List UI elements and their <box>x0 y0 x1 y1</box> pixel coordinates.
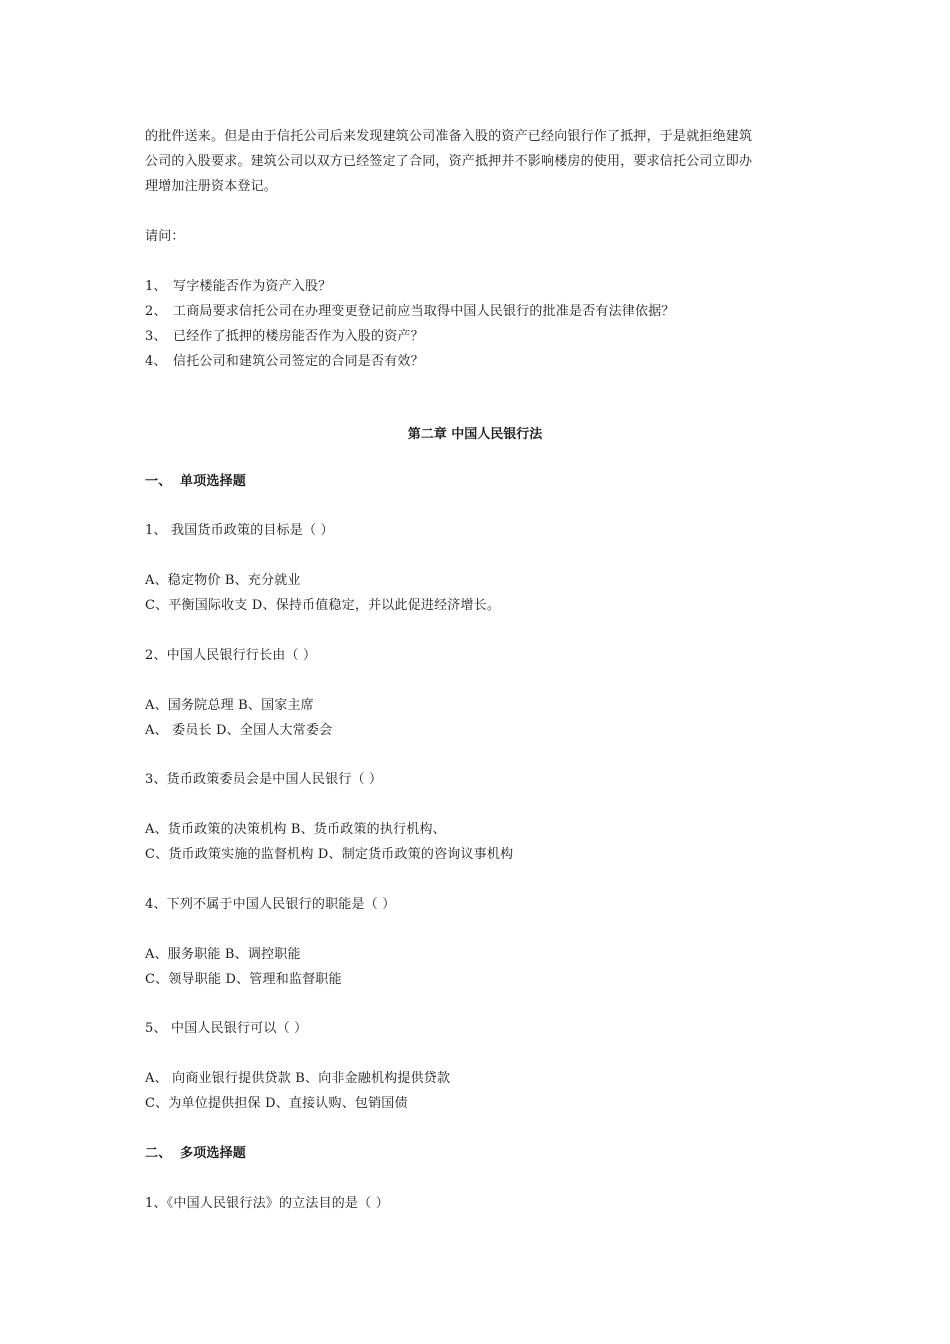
case-question-number: 3、 <box>145 329 167 344</box>
case-question-text: 信托公司和建筑公司签定的合同是否有效？ <box>173 354 424 369</box>
question-stem: 1、《中国人民银行法》的立法目的是（ ） <box>145 1196 389 1211</box>
case-question-number: 4、 <box>145 354 167 369</box>
question-stem: 3、货币政策委员会是中国人民银行（ ） <box>145 772 383 787</box>
question-stem: 2、中国人民银行行长由（ ） <box>145 648 317 663</box>
case-question-3 <box>145 328 424 345</box>
case-question-1 <box>145 278 331 295</box>
case-question-text: 已经作了抵押的楼房能否作为入股的资产？ <box>173 329 424 344</box>
intro-line-2: 公司的入股要求。建筑公司以双方已经签定了合同，资产抵押并不影响楼房的使用，要求信托公司立即办 <box>145 154 753 169</box>
question-stem: 1、 我国货币政策的目标是（ ） <box>145 523 334 538</box>
ask-label: 请问： <box>145 229 185 244</box>
question-option-line: C、平衡国际收支 D、保持币值稳定，并以此促进经济增长。 <box>145 598 501 613</box>
question-option-line: A、服务职能 B、调控职能 <box>145 947 301 962</box>
question-option-line: A、国务院总理 B、国家主席 <box>145 698 314 713</box>
question-option-line: A、稳定物价 B、充分就业 <box>145 573 301 588</box>
case-question-4 <box>145 353 424 370</box>
chapter-title: 第二章 中国人民银行法 <box>407 427 543 442</box>
intro-line-1: 的批件送来。但是由于信托公司后来发现建筑公司准备入股的资产已经向银行作了抵押，于是就拒绝建筑 <box>145 129 753 144</box>
question-stem: 5、 中国人民银行可以（ ） <box>145 1021 308 1036</box>
question-option-line: C、领导职能 D、管理和监督职能 <box>145 972 342 987</box>
case-question-text: 写字楼能否作为资产入股？ <box>173 279 332 294</box>
section-2-heading <box>145 1145 246 1162</box>
question-option-line: C、为单位提供担保 D、直接认购、包销国债 <box>145 1096 408 1111</box>
case-question-text: 工商局要求信托公司在办理变更登记前应当取得中国人民银行的批准是否有法律依据？ <box>173 304 675 319</box>
section-2-number: 二、 <box>145 1146 172 1161</box>
intro-line-3: 理增加注册资本登记。 <box>145 179 278 194</box>
section-1-title: 单项选择题 <box>180 474 247 489</box>
case-question-number: 1、 <box>145 279 167 294</box>
section-1-number: 一、 <box>145 474 172 489</box>
question-stem: 4、下列不属于中国人民银行的职能是（ ） <box>145 897 396 912</box>
case-question-2 <box>145 303 675 320</box>
section-1-heading <box>145 473 246 490</box>
case-question-number: 2、 <box>145 304 167 319</box>
question-option-line: A、 向商业银行提供贷款 B、向非金融机构提供贷款 <box>145 1071 451 1086</box>
question-option-line: A、货币政策的决策机构 B、货币政策的执行机构、 <box>145 822 446 837</box>
question-option-line: C、货币政策实施的监督机构 D、制定货币政策的咨询议事机构 <box>145 847 514 862</box>
section-2-title: 多项选择题 <box>180 1146 247 1161</box>
question-option-line: A、 委员长 D、全国人大常委会 <box>145 723 333 738</box>
